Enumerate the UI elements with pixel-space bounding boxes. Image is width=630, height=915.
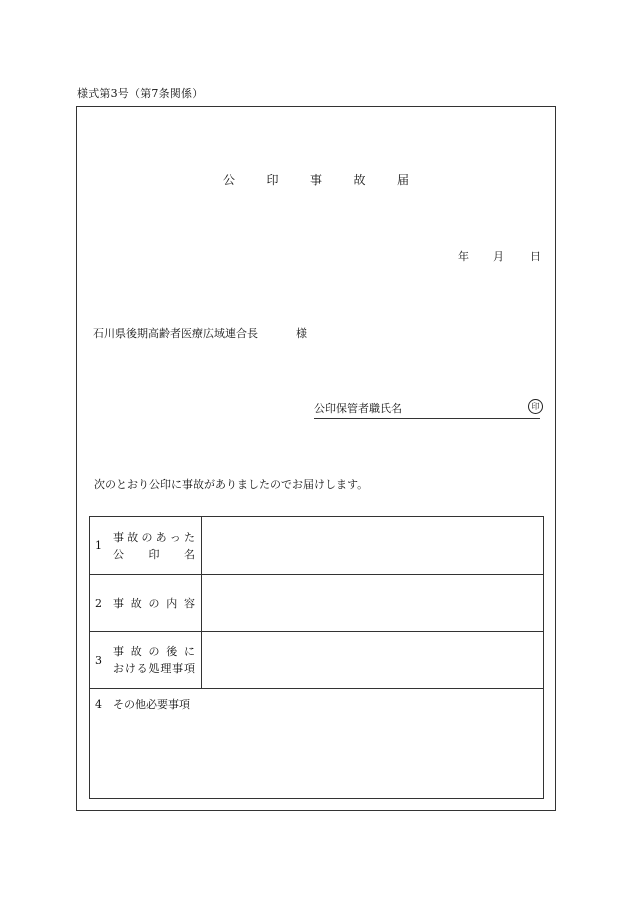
title-char: 事 (309, 173, 322, 187)
table-row (90, 517, 543, 574)
title-char: 印 (266, 173, 279, 187)
row-label: 事故のあった 公 印 名 (113, 530, 195, 561)
title-char: 故 (353, 173, 366, 187)
row-number: 1 (95, 539, 102, 552)
addressee-honorific: 様 (296, 327, 307, 340)
table-row (90, 574, 543, 631)
form-title (77, 171, 555, 188)
table-row (90, 631, 543, 688)
row-label: 事故の内容 (113, 596, 195, 610)
date-month: 月 (493, 250, 504, 263)
row-value-cell (202, 632, 543, 688)
row-value-cell (202, 575, 543, 631)
row-label-text: その他必要事項 (113, 698, 190, 711)
addressee (93, 325, 307, 341)
custodian-signature-line (314, 400, 540, 419)
seal-mark-icon: 印 (528, 399, 543, 414)
row-number: 4 (95, 698, 102, 711)
date-day: 日 (530, 250, 541, 263)
items-table (89, 516, 544, 799)
row-label-cell (90, 632, 202, 688)
row-number: 2 (95, 596, 102, 610)
row-value-cell (202, 517, 543, 574)
form-number: 様式第3号（第7条関係） (77, 87, 204, 100)
row-label: 事故の後に おける処理事項 (113, 645, 195, 675)
title-char: 届 (397, 173, 410, 187)
title-char: 公 (222, 173, 235, 187)
custodian-label: 公印保管者職氏名 (314, 402, 402, 415)
row-label-cell (90, 517, 202, 574)
addressee-name: 石川県後期高齢者医療広域連合長 (93, 327, 258, 340)
row-number: 3 (95, 653, 102, 667)
row-label (95, 696, 190, 712)
row-label-cell (90, 575, 202, 631)
date-year: 年 (458, 250, 469, 263)
table-row (90, 688, 543, 798)
intro-text: 次のとおり公印に事故がありましたのでお届けします。 (94, 478, 369, 491)
date-line (458, 248, 541, 264)
form-frame (76, 106, 556, 811)
